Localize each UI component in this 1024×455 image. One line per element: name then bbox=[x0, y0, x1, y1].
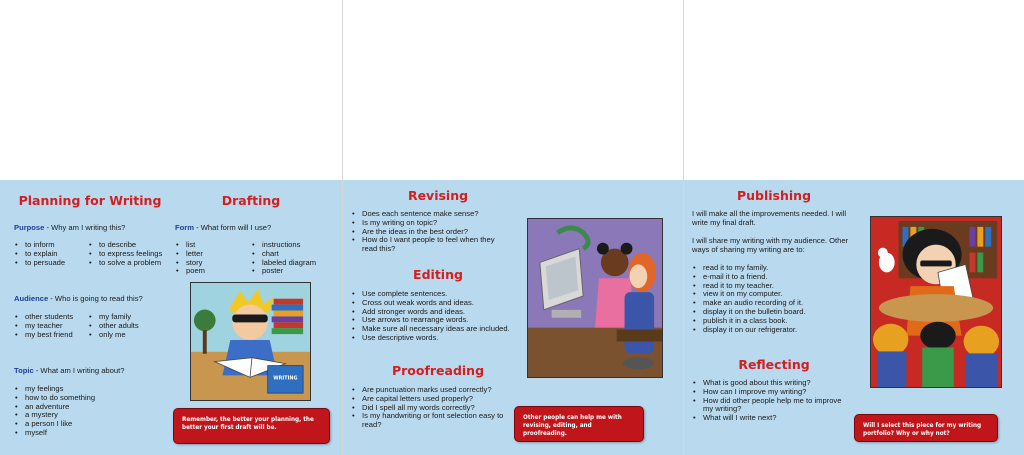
publishing-list bbox=[692, 264, 852, 334]
list-item: • How do I want people to feel when they read this? bbox=[351, 236, 511, 254]
reflecting-title: Reflecting bbox=[738, 357, 810, 372]
book-title-text: WRITING bbox=[273, 375, 298, 382]
drafting-illustration bbox=[190, 282, 311, 401]
list-item: • How can I improve my writing? bbox=[692, 388, 852, 397]
list-item: • e-mail it to a friend. bbox=[692, 273, 852, 282]
panel-publishing-reflecting bbox=[683, 0, 1024, 455]
drafting-callout: Remember, the better your planning, the better your first draft will be. bbox=[173, 408, 330, 444]
list-item: • only me bbox=[88, 331, 139, 340]
list-item: • poster bbox=[251, 267, 316, 276]
list-item: • my feelings bbox=[14, 385, 95, 394]
publishing-intro-1: I will make all the improvements needed. I will write my final draft. bbox=[692, 209, 847, 227]
audience-list-2 bbox=[88, 313, 139, 339]
list-item: • story bbox=[175, 259, 205, 268]
list-item: • to describe bbox=[88, 241, 162, 250]
list-item: • to express feelings bbox=[88, 250, 162, 259]
reflecting-list bbox=[692, 379, 852, 423]
proofreading-list bbox=[351, 386, 519, 430]
list-item: • view it on my computer. bbox=[692, 290, 852, 299]
publishing-illustration bbox=[870, 216, 1002, 388]
panel-background bbox=[684, 180, 1024, 455]
list-item: • other adults bbox=[88, 322, 139, 331]
list-item: • other students bbox=[14, 313, 73, 322]
list-item: • to solve a problem bbox=[88, 259, 162, 268]
drafting-title: Drafting bbox=[221, 193, 281, 208]
list-item: • Did I spell all my words correctly? bbox=[351, 404, 519, 413]
list-item: • how to do something bbox=[14, 394, 95, 403]
topic-list bbox=[14, 385, 95, 438]
list-item: • What is good about this writing? bbox=[692, 379, 852, 388]
list-item: • my teacher bbox=[14, 322, 73, 331]
form-label: Form - What form will I use? bbox=[175, 223, 272, 232]
revising-callout: Other people can help me with revising, editing, and proofreading. bbox=[514, 406, 644, 442]
list-item: • Does each sentence make sense? bbox=[351, 210, 511, 219]
panel-planning-drafting bbox=[0, 0, 342, 455]
purpose-label: Purpose - Why am I writing this? bbox=[14, 223, 126, 232]
planning-title: Planning for Writing bbox=[18, 193, 162, 208]
panel-revising-editing bbox=[342, 0, 683, 455]
form-list-1 bbox=[175, 241, 205, 276]
list-item: • Are the ideas in the best order? bbox=[351, 228, 511, 237]
list-item: • a mystery bbox=[14, 411, 95, 420]
list-item: • Is my handwriting or font selection easy to read? bbox=[351, 412, 519, 430]
list-item: • Use descriptive words. bbox=[351, 334, 523, 343]
list-item: • to persuade bbox=[14, 259, 65, 268]
list-item: • Are capital letters used properly? bbox=[351, 395, 519, 404]
list-item: • Use arrows to rearrange words. bbox=[351, 316, 523, 325]
list-item: • Use complete sentences. bbox=[351, 290, 523, 299]
list-item: • my family bbox=[88, 313, 139, 322]
form-list-2 bbox=[251, 241, 316, 276]
panel-background bbox=[343, 180, 683, 455]
list-item: • Add stronger words and ideas. bbox=[351, 308, 523, 317]
list-item: • instructions bbox=[251, 241, 316, 250]
proofreading-title: Proofreading bbox=[391, 363, 485, 378]
list-item: • Make sure all necessary ideas are included. bbox=[351, 325, 523, 334]
list-item: • Cross out weak words and ideas. bbox=[351, 299, 523, 308]
list-item: • display it on our refrigerator. bbox=[692, 326, 852, 335]
list-item: • read it to my teacher. bbox=[692, 282, 852, 291]
list-item: • make an audio recording of it. bbox=[692, 299, 852, 308]
list-item: • letter bbox=[175, 250, 205, 259]
list-item: • a person I like bbox=[14, 420, 95, 429]
list-item: • chart bbox=[251, 250, 316, 259]
list-item: • What will I write next? bbox=[692, 414, 852, 423]
publishing-intro-2: I will share my writing with my audience. Other ways of sharing my writing are to: bbox=[692, 236, 849, 254]
list-item: • to inform bbox=[14, 241, 65, 250]
audience-list-1 bbox=[14, 313, 73, 339]
list-item: • an adventure bbox=[14, 403, 95, 412]
editing-title: Editing bbox=[413, 267, 463, 282]
list-item: • myself bbox=[14, 429, 95, 438]
publishing-title: Publishing bbox=[736, 188, 812, 203]
list-item: • poem bbox=[175, 267, 205, 276]
panel-background bbox=[0, 180, 342, 455]
revising-list bbox=[351, 210, 511, 254]
list-item: • my best friend bbox=[14, 331, 73, 340]
reflecting-callout: Will I select this piece for my writing portfolio? Why or why not? bbox=[854, 414, 998, 442]
list-item: • labeled diagram bbox=[251, 259, 316, 268]
list-item: • How did other people help me to improve my writing? bbox=[692, 397, 852, 415]
editing-list bbox=[351, 290, 523, 343]
purpose-list-2 bbox=[88, 241, 162, 267]
revising-illustration bbox=[527, 218, 663, 378]
list-item: • publish it in a class book. bbox=[692, 317, 852, 326]
list-item: • to explain bbox=[14, 250, 65, 259]
list-item: • Is my writing on topic? bbox=[351, 219, 511, 228]
audience-label: Audience - Who is going to read this? bbox=[14, 294, 143, 303]
list-item: • read it to my family. bbox=[692, 264, 852, 273]
purpose-list-1 bbox=[14, 241, 65, 267]
list-item: • list bbox=[175, 241, 205, 250]
topic-label: Topic - What am I writing about? bbox=[14, 366, 125, 375]
list-item: • display it on the bulletin board. bbox=[692, 308, 852, 317]
list-item: • Are punctuation marks used correctly? bbox=[351, 386, 519, 395]
revising-title: Revising bbox=[407, 188, 469, 203]
